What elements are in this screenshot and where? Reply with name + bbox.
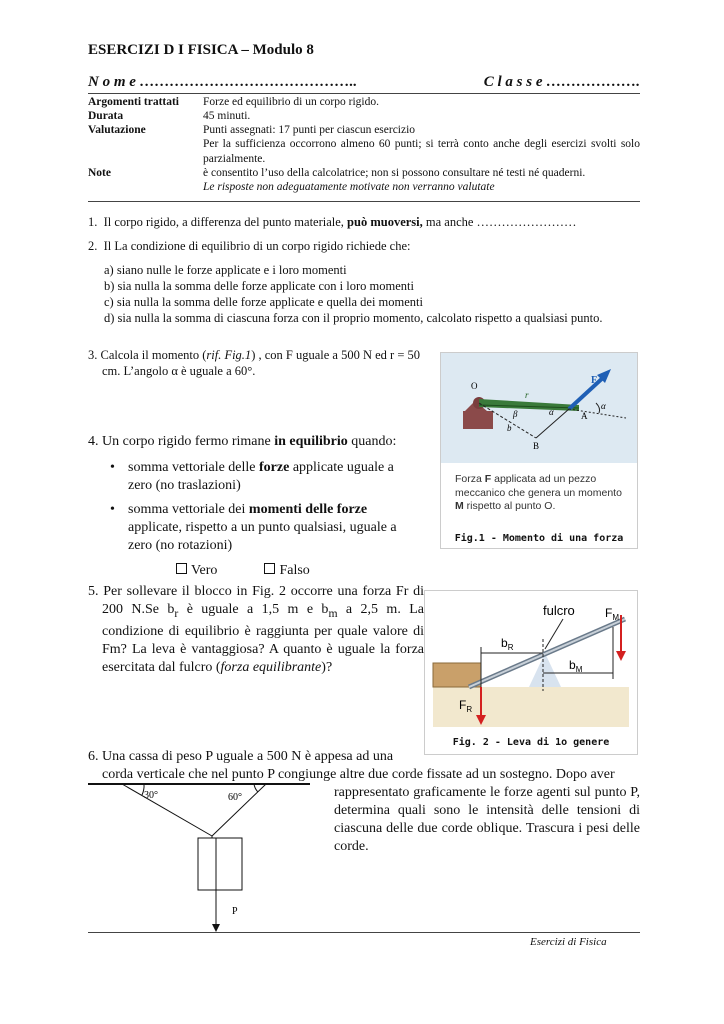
info-key: Argomenti trattati <box>88 96 180 108</box>
vero-checkbox[interactable]: Vero <box>176 563 217 578</box>
name-field: N o m e …………………………………….. <box>88 74 358 90</box>
label-bM: $b_M$ <box>569 658 583 674</box>
option-d: d) sia nulla la somma di ciascuna forza con il proprio momento, calcolato rispetto a qualsiasi punto. <box>104 311 603 325</box>
question-number: 2. <box>88 239 98 253</box>
bullet-forze: • somma vettoriale delle forze applicate uguale a zero (no traslazioni) <box>102 459 418 495</box>
label-alpha-2: α <box>601 401 606 411</box>
label-O: O <box>471 381 478 391</box>
label-FR: $F_R$ <box>459 698 473 714</box>
footer-divider <box>88 932 640 933</box>
question-3: 3. Calcola il momento (rif. Fig.1) , con F uguale a 500 N ed r = 50 cm. L’angolo α è uguale a 60°. <box>88 348 421 378</box>
info-value: 45 minuti. <box>203 110 251 122</box>
label-P: P <box>232 906 238 917</box>
question-text: Il corpo rigido, a differenza del punto materiale, <box>103 215 348 229</box>
question-number: 1. <box>88 215 98 229</box>
info-key: Durata <box>88 110 124 122</box>
option-c: c) sia nulla la somma delle forze applicate e quella dei momenti <box>104 295 423 309</box>
info-value: è consentito l’uso della calcolatrice; non si possono consultare né testi né quaderni. <box>203 167 586 179</box>
true-false-choice <box>176 562 310 580</box>
page-title: ESERCIZI D I FISICA – Modulo 8 <box>88 42 314 58</box>
divider <box>88 93 640 94</box>
question-bold: può muoversi, <box>347 215 423 229</box>
footer-text: Esercizi di Fisica <box>530 936 607 948</box>
info-value: Per la sufficienza occorrono almeno 60 punti; si terrà conto anche degli esercizi svolti solo parzialmente. <box>203 138 640 165</box>
label-F: F <box>591 375 598 386</box>
label-b: b <box>507 423 512 433</box>
question-2 <box>88 238 640 254</box>
option-b: b) sia nulla la somma delle forze applicate con i loro momenti <box>104 279 414 293</box>
angle-30: 30° <box>144 790 158 801</box>
class-field: C l a s s e ………………. <box>483 74 640 90</box>
label-beta: β <box>513 409 518 419</box>
figure-2-caption: Fig. 2 - Leva di 1o genere <box>452 737 610 748</box>
label-B: B <box>533 441 540 451</box>
question-text: Il La condizione di equilibrio di un corpo rigido richiede che: <box>103 239 411 253</box>
label-r: r <box>525 390 529 400</box>
info-value: Le risposte non adeguatamente motivate non verranno valutate <box>203 181 495 193</box>
question-5: 5. Per sollevare il blocco in Fig. 2 occorre una forza Fr di 200 N.Se $b_r$ è uguale a 1,5 m e $b_m$ a 2,5 m. La condizione di equilibrio è raggiunta per quale valore di Fm? La leva è vantaggiosa? A quanto è uguale la forza esercitata dal fulcro (forza equilibrante)? <box>88 584 425 675</box>
lever-diagram <box>425 591 637 731</box>
figure-1-caption: Fig.1 - Momento di una forza <box>454 533 624 544</box>
option-a: a) siano nulle le forze applicate e i loro momenti <box>104 263 347 277</box>
info-value: Punti assegnati: 17 punti per ciascun esercizio <box>203 124 416 136</box>
label-A: A <box>581 411 588 421</box>
figure-1 <box>440 352 638 549</box>
figure-1-text: Forza F applicata ad un pezzo meccanico che genera un momento M rispetto al punto O. <box>455 473 622 512</box>
info-value: Forze ed equilibrio di un corpo rigido. <box>203 96 379 108</box>
divider <box>88 201 640 202</box>
question-6-rest: rappresentato graficamente le forze agenti sul punto P, determina quali sono le intensità delle tensioni di ciascuna delle due corde oblique. Trascura i pesi delle corde. <box>334 785 640 854</box>
angle-60: 60° <box>228 792 242 803</box>
label-FM: $F_M$ <box>605 606 620 622</box>
question-1 <box>88 214 640 230</box>
info-key: Valutazione <box>88 124 146 136</box>
question-4: 4. Un corpo rigido fermo rimane in equilibrio quando: • somma vettoriale delle forze applicate uguale a zero (no traslazioni) • somma vettoriale dei momenti delle forze applicate, rispetto a un punto qualsiasi, uguale a zero (no rotazioni) <box>88 433 418 555</box>
falso-checkbox[interactable]: Falso <box>264 563 309 578</box>
label-bR: $b_R$ <box>501 636 514 652</box>
figure-2 <box>424 590 638 755</box>
question-2-options <box>104 262 640 326</box>
info-key: Note <box>88 167 111 179</box>
question-text: ma anche …………………… <box>422 215 577 229</box>
label-fulcro: fulcro <box>543 603 575 618</box>
label-alpha: α <box>549 407 554 417</box>
bullet-momenti: • somma vettoriale dei momenti delle forze applicate, rispetto a un punto qualsiasi, uguale a zero (no rotazioni) <box>102 501 418 555</box>
name-class-row <box>88 74 640 91</box>
question-6: 6. Una cassa di peso P uguale a 500 N è appesa ad una corda verticale che nel punto P congiunge altre due corde fissate ad un sostegno. Dopo aver <box>88 749 615 782</box>
rope-diagram <box>88 780 318 935</box>
